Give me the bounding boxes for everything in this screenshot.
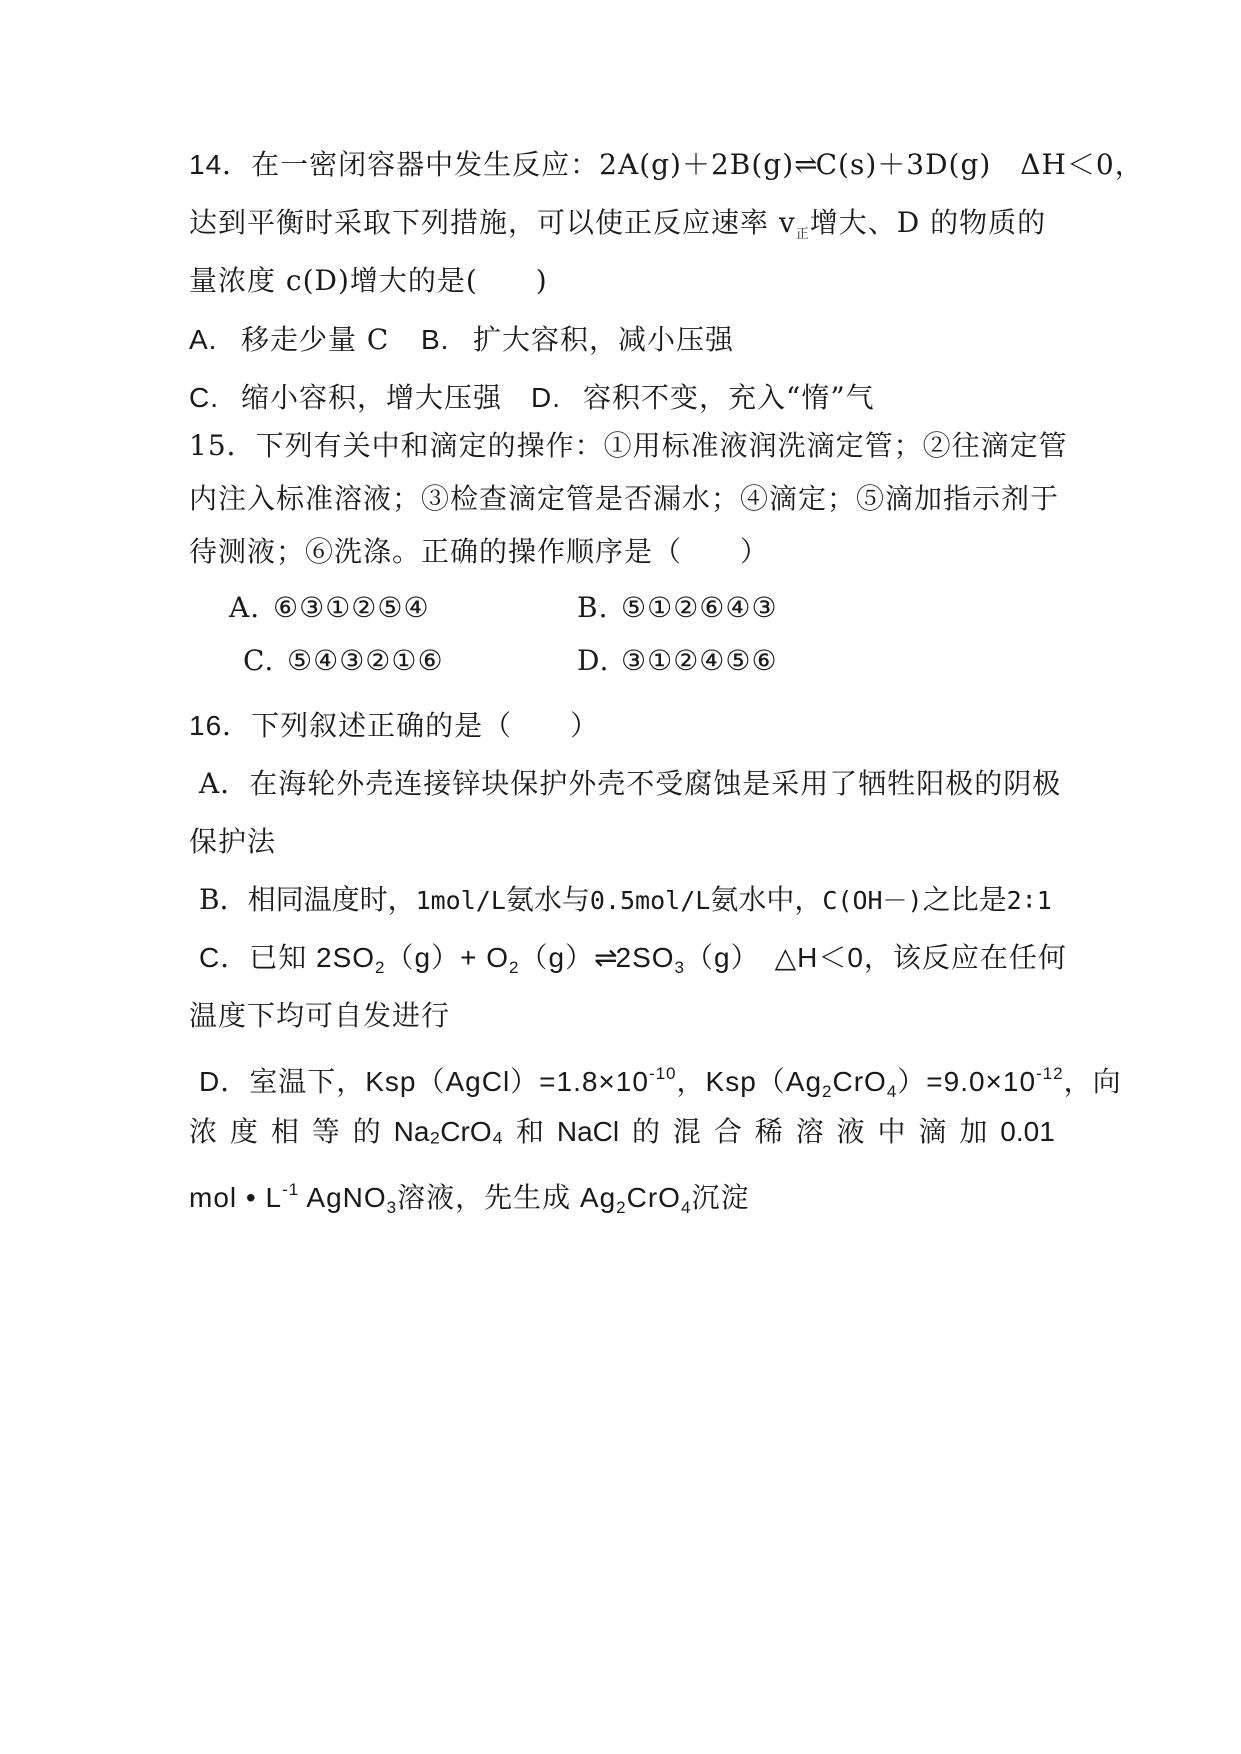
q16-option-d-word: 0.01: [1000, 1116, 1055, 1147]
q16-option-d-line-1: [199, 1056, 1122, 1110]
q14-line-1: [189, 147, 1144, 183]
q16-option-d-l3-b: AgNO: [299, 1182, 387, 1213]
q16-option-d-word: 液: [836, 1116, 865, 1147]
q15-option-a-letter: A.: [229, 591, 261, 624]
q14-option-b-letter: B.: [421, 324, 450, 355]
q14-options-row-1: [189, 322, 734, 358]
q14-line2-text-b: 增大、D 的物质的: [809, 206, 1047, 239]
q16-option-d-word: 稀: [754, 1116, 783, 1147]
q15-options-row-1: [229, 590, 778, 626]
q16-option-b-oh: C(OH－): [822, 886, 923, 915]
q14-option-c-text: 缩小容积，增大压强: [241, 381, 503, 414]
q16-option-c-line-1: [199, 940, 1067, 986]
q15-options-row-2: [243, 643, 778, 679]
q15-line-2: 内注入标准溶液；③检查滴定管是否漏水；④滴定；⑤滴加指示剂于: [189, 482, 1060, 515]
q15-line-3: 待测液；⑥洗涤。正确的操作顺序是（ ）: [189, 535, 770, 568]
q16-option-b-ratio: 2∶1: [1006, 886, 1052, 915]
q14-stem-a: 在一密闭容器中发生反应：2A(g)＋2B(g): [251, 148, 795, 181]
q16-option-d-word: 和: [515, 1116, 544, 1147]
q16-option-c-t2: （g）: [519, 942, 595, 973]
q16-option-d-sup-1: -10: [648, 1064, 677, 1083]
q16-option-d-word: 等: [311, 1116, 340, 1147]
q14-option-c-letter: C.: [189, 382, 219, 413]
q16-option-d-l3-a: mol • L: [189, 1182, 283, 1213]
q16-option-d-word: Na₂CrO₄: [393, 1116, 504, 1147]
q16-option-d-word: 滴: [918, 1116, 947, 1147]
q16-option-c-t4: （g） △H＜0，该反应在任何: [685, 942, 1067, 973]
q16-option-a-line-2: 保护法: [189, 825, 277, 858]
q16-option-d-word: NaCl: [556, 1116, 620, 1147]
q15-option-a-text: ⑥③①②⑤④: [273, 591, 430, 624]
q16-option-b-text-a: B．相同温度时，: [199, 883, 416, 916]
q16-option-b-text-d: 之比是: [922, 883, 1007, 916]
q16-option-d-word: 的: [632, 1116, 661, 1147]
q16-option-b-text-b: 氨水与: [505, 883, 590, 916]
q14-option-d-text: 容积不变，充入“惰”气: [583, 381, 875, 414]
q16-option-d-l3-d: CrO: [626, 1182, 681, 1213]
equilibrium-arrow-icon: ⇌: [594, 942, 616, 973]
q15-line-1: 15．下列有关中和滴定的操作：①用标准液润洗滴定管；②往滴定管: [189, 429, 1068, 462]
q15-option-d-letter: D.: [577, 644, 610, 677]
q16-option-c-sub-2: 2: [508, 958, 520, 977]
q16-option-d-word: 溶: [795, 1116, 824, 1147]
q16-option-d-l3-e: 沉淀: [691, 1182, 750, 1213]
q16-option-d-sup-2: -12: [1036, 1064, 1064, 1083]
q16-option-d-word: 相: [270, 1116, 299, 1147]
q16-option-b: [199, 882, 1052, 919]
q16-option-d-l3-sub-3: 4: [680, 1198, 692, 1217]
q16-option-d-word: 浓: [189, 1116, 218, 1147]
q15-option-d-text: ③①②④⑤⑥: [621, 644, 778, 677]
q14-subscript-zheng: 正: [795, 227, 810, 242]
q15-option-c-text: ⑤④③②①⑥: [287, 644, 444, 677]
q14-line-3: 量浓度 c(D)增大的是( ): [189, 264, 548, 297]
q14-line-2: [189, 205, 1046, 253]
q16-option-d-l3-sub-2: 2: [616, 1198, 627, 1217]
q16-option-a-line-1: A．在海轮外壳连接锌块保护外壳不受腐蚀是采用了牺牲阳极的阴极: [199, 767, 1062, 800]
q16-option-d-word: 混: [672, 1116, 701, 1147]
q16-option-d-word: 度: [229, 1116, 258, 1147]
q16-option-b-text-c: 氨水中，: [710, 883, 823, 916]
q16-option-d-l1-d: ）=9.0×10: [897, 1066, 1037, 1097]
q16-option-d-sub-2: 4: [886, 1082, 898, 1101]
q16-option-d-l3-c: 溶液，先生成 Ag: [397, 1182, 617, 1213]
q16-option-d-word: 加: [959, 1116, 988, 1147]
q16-option-c-line-2: 温度下均可自发进行: [189, 999, 451, 1032]
q16-option-d-l3-sub-1: 3: [386, 1198, 398, 1217]
q16-option-d-sub-1: 2: [822, 1082, 833, 1101]
q15-option-b-letter: B.: [577, 591, 609, 624]
q16-option-d-l1-e: ，向: [1063, 1066, 1122, 1097]
q15-option-b-text: ⑤①②⑥④③: [621, 591, 778, 624]
q16-option-b-conc-2: 0.5mol/L: [589, 886, 711, 915]
q16-option-d-l1-c: CrO: [832, 1066, 887, 1097]
q16-option-d-l3-sup: -1: [282, 1180, 300, 1199]
q14-stem-b: C(s)＋3D(g) ΔH＜0，: [815, 148, 1144, 181]
q16-option-d-word: 的: [352, 1116, 381, 1147]
q16-option-c-t1: （g）+ O: [385, 942, 509, 973]
q16-stem: 16．下列叙述正确的是（ ）: [189, 710, 600, 741]
q15-option-c-letter: C.: [243, 644, 275, 677]
q16-option-c-lead: C．已知 2SO: [199, 942, 376, 973]
q14-option-b-text: 扩大容积，减小压强: [473, 323, 735, 356]
q16-option-c-sub-3: 3: [674, 958, 685, 977]
q14-option-a-letter: A.: [189, 324, 218, 355]
equilibrium-arrow-icon: ⇌: [794, 148, 816, 181]
q14-line2-text-a: 达到平衡时采取下列措施，可以使正反应速率 v: [189, 206, 796, 239]
q14-option-d-letter: D.: [531, 382, 561, 413]
q16-option-d-word: 合: [713, 1116, 742, 1147]
q16-option-c-sub-1: 2: [375, 958, 386, 977]
q16-option-d-line-2: [189, 1114, 1055, 1150]
q14-options-row-2: [189, 380, 875, 416]
q16-option-b-conc-1: 1mol/L: [415, 886, 506, 915]
q14-number: 14．: [189, 149, 252, 180]
q16-option-c-t3: 2SO: [615, 942, 675, 973]
q16-option-d-l1-a: D．室温下，Ksp（AgCl）=1.8×10: [199, 1066, 649, 1097]
q16-option-d-line-3: [189, 1172, 749, 1226]
q14-option-a-text: 移走少量 C: [241, 323, 390, 356]
q16-option-d-word: 中: [877, 1116, 906, 1147]
q16-option-d-l1-b: ，Ksp（Ag: [676, 1066, 823, 1097]
